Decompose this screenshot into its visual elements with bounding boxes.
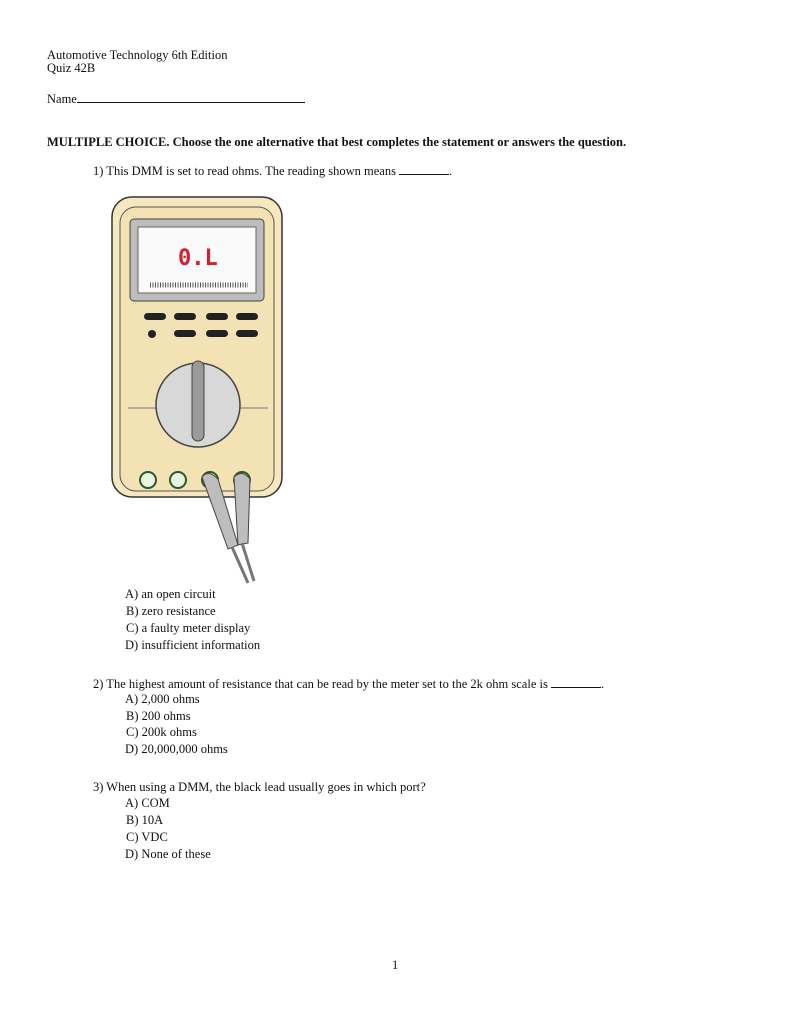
q1-option-a: A) an open circuit bbox=[125, 587, 216, 601]
q3-option-c: C) VDC bbox=[126, 830, 168, 844]
q2-option-a: A) 2,000 ohms bbox=[125, 692, 200, 706]
page-number: 1 bbox=[392, 958, 399, 972]
question-1: 1) This DMM is set to read ohms. The reading shown means . bbox=[93, 164, 453, 178]
q2-option-c: C) 200k ohms bbox=[126, 725, 197, 739]
answer-blank bbox=[551, 676, 601, 688]
instructions: MULTIPLE CHOICE. Choose the one alternative that best completes the statement or answers the question. bbox=[47, 135, 627, 149]
name-blank[interactable] bbox=[77, 91, 305, 103]
multimeter-image bbox=[108, 193, 288, 585]
q2-option-d: D) 20,000,000 ohms bbox=[125, 742, 228, 756]
question-text: 2) The highest amount of resistance that can be read by the meter set to the 2k ohm scale is bbox=[93, 677, 548, 691]
question-2: 2) The highest amount of resistance that can be read by the meter set to the 2k ohm scale is . bbox=[93, 677, 605, 691]
q3-option-b: B) 10A bbox=[126, 813, 164, 827]
question-text: 1) This DMM is set to read ohms. The reading shown means bbox=[93, 164, 396, 178]
name-label: Name bbox=[47, 92, 77, 106]
question-3: 3) When using a DMM, the black lead usually goes in which port? bbox=[93, 780, 426, 794]
q1-option-d: D) insufficient information bbox=[125, 638, 261, 652]
q2-option-b: B) 200 ohms bbox=[126, 709, 191, 723]
q1-option-b: B) zero resistance bbox=[126, 604, 216, 618]
name-field[interactable] bbox=[47, 91, 305, 106]
answer-blank bbox=[399, 163, 449, 175]
quiz-id: Quiz 42B bbox=[47, 61, 96, 75]
q3-option-a: A) COM bbox=[125, 796, 170, 810]
q3-option-d: D) None of these bbox=[125, 847, 211, 861]
book-title: Automotive Technology 6th Edition bbox=[47, 48, 228, 62]
display-reading: 0.L bbox=[178, 246, 218, 271]
q1-option-c: C) a faulty meter display bbox=[126, 621, 251, 635]
